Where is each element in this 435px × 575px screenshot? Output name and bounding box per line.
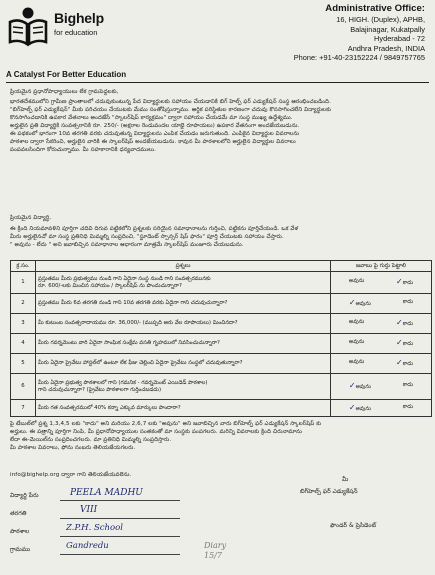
question-cell	[36, 400, 331, 417]
row-number: 7	[11, 400, 36, 417]
tick-mark-icon: ✓	[348, 381, 356, 390]
tick-mark-icon: ✓	[396, 277, 403, 286]
tick-mark-icon: ✓	[396, 318, 403, 327]
yes-option[interactable]: అవును	[348, 339, 365, 345]
field-label-class: తరగతి	[10, 510, 27, 517]
answer-cell[interactable]	[331, 400, 432, 417]
tick-mark-icon: ✓	[396, 358, 403, 367]
field-value-village[interactable]: Gandredu	[66, 541, 109, 551]
answer-cell[interactable]	[331, 314, 432, 334]
yes-option[interactable]: అవును	[348, 278, 365, 284]
paragraph-line: " అవును - లేదు " అని జవాబిచ్చిన సమాధానాల ఆధారంగా మాత్రమే స్కాలర్‌షిప్ మంజూరు చేయబడును.	[10, 242, 244, 248]
brand-subtitle: for education	[54, 28, 98, 37]
field-underline	[60, 536, 180, 537]
table-row	[11, 400, 432, 417]
question-cell	[36, 272, 331, 294]
question-line: మీరు గవర్నమెంటు వారి ఏదైనా సాంఘిక సంక్షేమ వసతి గృహములో నివసించుచున్నారా?	[38, 340, 220, 346]
tagline: A Catalyst For Better Education	[6, 70, 127, 79]
column-header-questions: ప్రశ్నలు	[36, 261, 331, 272]
brand-name: Bighelp	[54, 10, 104, 26]
row-number: 6	[11, 374, 36, 400]
question-cell	[36, 294, 331, 314]
open-book-person-icon	[6, 4, 50, 48]
paragraph-line: పంపవలసిందిగా కోరుచున్నాము. మీ సహకారానికి ధన్యవాదములు.	[10, 147, 156, 153]
answer-cell[interactable]	[331, 294, 432, 314]
office-address-block	[225, 3, 425, 63]
no-option[interactable]: ✓కాదు	[396, 318, 414, 327]
paragraph-line: కొనసాగించడానికి ఉపకార వేతనాలు అందజేసే "స్కాలర్‌షిప్ కార్యక్రమం" ద్వారా సహాయం చేయడమే మా సంస్థ ముఖ్య ఉద్దేశ్యము.	[10, 115, 293, 121]
yes-option[interactable]: ✓అవును	[348, 402, 371, 412]
answer-cell[interactable]	[331, 374, 432, 400]
question-line: ప్రస్తుతము మీరు ప్రభుత్వము నుండి గాని ఏదైనా సంస్థ నుండి గాని సంవత్సరమునకు	[38, 275, 211, 282]
instructions-paragraph	[10, 225, 426, 249]
row-number: 3	[11, 314, 36, 334]
address-line: Hyderabad - 72	[374, 34, 425, 44]
field-underline	[60, 500, 180, 501]
office-title: Administrative Office:	[325, 3, 425, 14]
answer-cell[interactable]	[331, 334, 432, 354]
yes-option[interactable]: అవును	[348, 359, 365, 365]
handwritten-note: Diary 15/7	[204, 541, 227, 560]
table-row	[11, 294, 432, 314]
salutation: ప్రియమైన ప్రధానోపాధ్యాయులు లేక గ్రామపెద్దలకు,	[10, 89, 119, 95]
student-greeting: ప్రియమైన విద్యార్థి,	[10, 215, 52, 221]
field-label-school: పాఠశాల	[10, 528, 30, 535]
phone-number: Phone: +91-40-23152224 / 9849757765	[293, 53, 425, 63]
paragraph-line: పాఠశాల ద్వారా సేకరించి, అర్హులైన వారికి ఈ స్కాలర్‌షిప్ అందజేయబడును. కావున మీ పాఠశాలలోని అర్హులైన విద్యార్థుల వివరాలు	[10, 139, 296, 145]
paragraph-line: మీ పాఠశాల వివరాలు, ఫోను నంబరు తెలియజేయగలరు.	[10, 445, 136, 451]
question-line: గాని చదువుచున్నారా? (ప్రైవేటు పాఠశాలగా గుర్తించబడదు)	[38, 386, 162, 393]
tick-mark-icon: ✓	[348, 402, 356, 412]
field-label-student-name: విద్యార్థి పేరు	[10, 492, 39, 499]
row-number: 2	[11, 294, 36, 314]
table-row	[11, 354, 432, 374]
column-header-number: క్ర.సం.	[11, 261, 36, 272]
no-option[interactable]: కాదు	[402, 403, 414, 410]
row-number: 1	[11, 272, 36, 294]
paragraph-line: ఈ పథకంలో భాగంగా 10వ తరగతి వరకు చదువుతున్న విద్యార్థులను ఎంపిక చేయడం జరుగుతుంది. ఎంపికైన విద్యార్థుల వివరాలను	[10, 131, 300, 137]
question-line: ప్రస్తుతము మీరు 6వ తరగతి నుండి గాని 10వ తరగతి వరకు ఏదైనా గాని చదువుచున్నారా?	[38, 300, 228, 306]
field-value-class[interactable]: VIII	[80, 505, 98, 515]
field-underline	[60, 554, 180, 555]
question-cell	[36, 354, 331, 374]
answer-cell[interactable]	[331, 272, 432, 294]
address-line: 16, HIGH. (Duplex), APHB,	[336, 15, 425, 24]
answer-cell[interactable]	[331, 354, 432, 374]
field-value-school[interactable]: Z.P.H. School	[66, 523, 123, 533]
table-row	[11, 272, 432, 294]
tick-mark-icon: ✓	[348, 298, 356, 307]
bighelp-logo	[6, 4, 176, 52]
address-line: Andhra Pradesh, INDIA	[347, 43, 425, 53]
no-option[interactable]: ✓కాదు	[396, 358, 414, 367]
paragraph-line: లేదా ఈ-మెయిల్‌ను సంప్రదించగలరు. మా ప్రతినిధి మిమ్మల్ని సంప్రదిస్తారు.	[10, 437, 172, 443]
no-option[interactable]: ✓కాదు	[396, 338, 414, 347]
table-row	[11, 314, 432, 334]
table-header-row	[11, 261, 432, 272]
no-option[interactable]: కాదు	[402, 299, 414, 305]
row-number: 4	[11, 334, 36, 354]
column-header-answer: జవాబు పై గుర్తు పెట్టాలి	[331, 261, 432, 272]
yes-option[interactable]: అవును	[348, 319, 365, 325]
question-line: మీరు ఏదైనా ప్రైవేటు హాస్టల్‌లో ఉంటూ లేక ఫీజు చెల్లించి ఏదైనా ప్రైవేటు సంస్థలో చదువుతున్నారా?	[38, 360, 243, 366]
yes-option[interactable]: ✓అవును	[348, 381, 371, 390]
founder-title: ఫౌండర్ & ప్రెసిడెంట్	[330, 522, 377, 529]
eligibility-table	[10, 260, 432, 417]
question-line: మీరు గత సంవత్సరములో 40% కన్నా ఎక్కువ మార్కులు పొందారా?	[38, 404, 181, 411]
paragraph-line: "బిగ్‌హెల్ప్ ఫర్ ఎడ్యుకేషన్" మీకు పరిచయం చేయుటకు మేము సంతోషిస్తున్నాము. ఆర్థిక పరిస్థితుల కారణంగా చదువు కొనసాగించలేని విద్యార్థులకు	[10, 107, 332, 113]
paragraph-line: అర్హులైన ప్రతి విద్యార్థికి సంవత్సరానికి రూ. 250/- (అక్షరాల రెండువందల యాభై రూపాయలు) ఉపకార వేతనంగా అందజేయబడును.	[10, 123, 300, 129]
yes-option[interactable]: ✓అవును	[348, 298, 371, 307]
paragraph-line: మీరు అర్హులైనచో మా సంస్థ ప్రతినిధి మిమ్మల్ని సంప్రదించి, "స్టూడెంట్ స్పాన్సర్ షిప్ ఫారం" పూర్తి చేయుటకు సహాయం చేస్తారు.	[10, 234, 284, 240]
paragraph-line: అర్హులు. ఈ పత్రాన్ని పూర్తిగా నింపి, మీ ప్రధానోపాధ్యాయుల సంతకంతో మా సంస్థకు పంపగలరు. మరిన్ని వివరాలకు క్రింది చిరునామాను	[10, 429, 302, 435]
question-line: మీ కుటుంబ సంవత్సరాదాయము రూ. 36,000/- (ముప్పది ఆరు వేల రూపాయలు) మించినదా?	[38, 320, 238, 326]
no-option[interactable]: కాదు	[402, 382, 414, 388]
question-cell	[36, 334, 331, 354]
question-line: మీరు ఏదైనా ప్రభుత్వ పాఠశాలలో గాని (గమనిక - గవర్నమెంట్ ఎయిడెడ్ పాఠశాల)	[38, 379, 208, 386]
contact-line: info@bighelp.org ద్వారా గాని తెలియజేయవలెను.	[10, 472, 132, 478]
address-line: Balajinagar, Kukatpally	[350, 24, 425, 34]
question-line: రూ. 600/-లకు మించిన సహాయం / స్కాలర్‌షిప్ ను పొందుచున్నారా?	[38, 282, 182, 289]
row-number: 5	[11, 354, 36, 374]
table-row	[11, 334, 432, 354]
question-cell	[36, 374, 331, 400]
signature-organization: బిగ్‌హెల్ప్ ఫర్ ఎడ్యుకేషన్	[300, 488, 358, 495]
paragraph-line: ఈ క్రింది నియమావళిని పూర్తిగా చదివి దిగువ పట్టికలోని ప్రశ్నలకు సరియైన సమాధానాలను గుర్తించి, పట్టికను పూర్తిచేయండి. ఒక వేళ	[10, 226, 299, 232]
field-value-student-name[interactable]: PEELA MADHU	[70, 488, 143, 498]
tick-mark-icon: ✓	[396, 338, 403, 347]
table-row	[11, 374, 432, 400]
header-divider	[6, 82, 429, 83]
intro-paragraph	[10, 98, 426, 154]
field-underline	[60, 518, 180, 519]
paragraph-line: భారతదేశములోని గ్రామీణ ప్రాంతాలలో చదువుకుంటున్న పేద విద్యార్థులకు సహాయం చేయడానికి బిగ్ హెల్ప్ ఫర్ ఎడ్యుకేషన్ సంస్థ ఆరంభించబడింది.	[10, 99, 331, 105]
closing-paragraph	[10, 420, 426, 452]
paragraph-line: పై టేబుల్‌లో ప్రశ్న 1,3,4,5 లకు "కాదు" అని మరియు 2,6,7 లకు "అవును" అని జవాబిచ్చిన వారు బిగ్‌హెల్ప్ ఫర్ ఎడ్యుకేషన్ స్కాలర్‌షిప్ కు	[10, 421, 322, 427]
no-option[interactable]: ✓కాదు	[396, 277, 414, 286]
field-label-village: గ్రామము	[10, 546, 31, 553]
sign-prefix: మీ	[342, 476, 349, 483]
question-cell	[36, 314, 331, 334]
